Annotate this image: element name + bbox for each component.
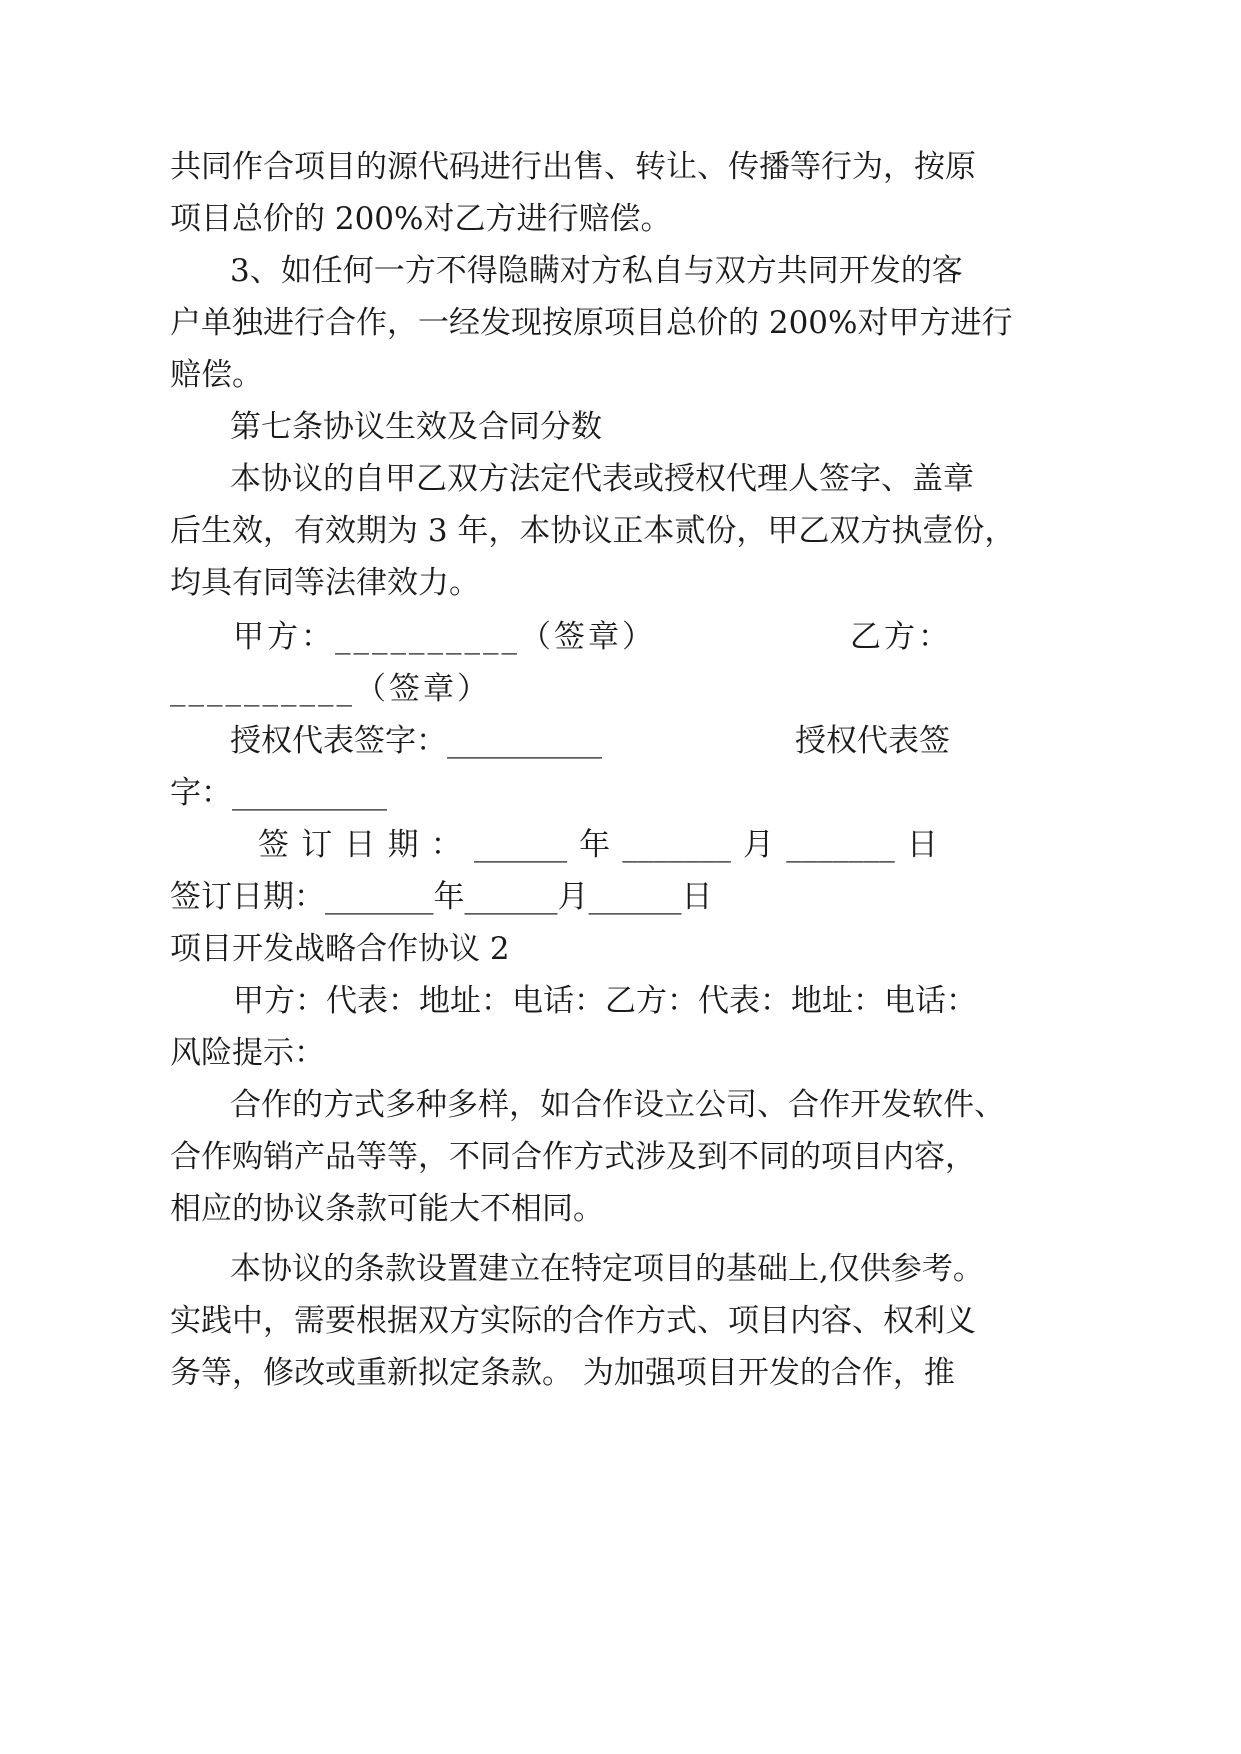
signing-date-b: 签订日期：_______年______月______日 (170, 879, 713, 915)
signing-date-line-b (0, 875, 1241, 919)
text-line: 后生效，有效期为 3 年，本协议正本贰份，甲乙双方执壹份， (170, 513, 1016, 549)
party-b-label: 乙方： (850, 619, 952, 655)
party-field: 乙方： (605, 983, 698, 1019)
signature-line-rep-cont (0, 771, 1241, 815)
date-char: ： (430, 827, 462, 863)
party-field: 电话： (884, 983, 977, 1019)
text-line: 实践中，需要根据双方实际的合作方式、项目内容、权利义 (170, 1303, 976, 1339)
paragraph-line (0, 457, 1241, 501)
paragraph-line (0, 1135, 1241, 1179)
text-line: 本协议的条款设置建立在特定项目的基础上,仅供参考。 (230, 1251, 984, 1287)
paragraph-line (0, 249, 1241, 293)
section-heading-text: 第七条协议生效及合同分数 (230, 409, 602, 445)
party-field: 代表： (698, 983, 791, 1019)
party-field: 电话： (512, 983, 605, 1019)
date-blank: _______ (786, 827, 895, 863)
text-line: 3、如任何一方不得隐瞒对方私自与双方共同开发的客 (230, 253, 963, 289)
paragraph-line (0, 301, 1241, 345)
signing-date-line (0, 823, 1241, 867)
date-char: 年 (579, 827, 611, 863)
date-blank: _______ (622, 827, 731, 863)
signing-date-a (258, 823, 938, 867)
section-heading (0, 405, 1241, 449)
paragraph-line (0, 1351, 1241, 1395)
parties-line (0, 979, 1241, 1023)
rep-b-signature-cont: 字：__________ (170, 775, 387, 811)
rep-b-signature: 授权代表签 (795, 723, 950, 759)
text-line: 相应的协议条款可能大不相同。 (170, 1191, 604, 1227)
text-line: 赔偿。 (170, 357, 263, 393)
date-char: 期 (387, 827, 419, 863)
paragraph-line (0, 145, 1241, 189)
party-a-signature: 甲方：__________（签章） (233, 619, 656, 655)
paragraph-line (0, 1187, 1241, 1231)
text-line: 户单独进行合作，一经发现按原项目总价的 200%对甲方进行 (170, 305, 1013, 341)
date-char: 签 (258, 827, 289, 863)
party-field: 甲方： (233, 983, 326, 1019)
text-line: 合作购销产品等等，不同合作方式涉及到不同的项目内容， (170, 1139, 976, 1175)
text-line: 均具有同等法律效力。 (170, 565, 480, 601)
signature-line-parties (0, 615, 1241, 659)
parties-fields (233, 979, 977, 1023)
paragraph-line (0, 1247, 1241, 1291)
date-blank: ______ (473, 827, 567, 863)
title-text: 项目开发战略合作协议 2 (170, 931, 510, 967)
party-field: 地址： (791, 983, 884, 1019)
paragraph-line (0, 197, 1241, 241)
text-line: 共同作合项目的源代码进行出售、转让、传播等行为，按原 (170, 149, 976, 185)
paragraph-line (0, 1083, 1241, 1127)
document-title-2 (0, 927, 1241, 971)
date-char: 订 (301, 827, 333, 863)
text-line: 合作的方式多种多样，如合作设立公司、合作开发软件、 (230, 1087, 1005, 1123)
party-field: 地址： (419, 983, 512, 1019)
paragraph-line (0, 1031, 1241, 1075)
signature-line-reps (0, 719, 1241, 763)
signature-line-seal (0, 667, 1241, 711)
rep-a-signature: 授权代表签字：__________ (230, 723, 602, 759)
party-b-seal: __________（签章） (170, 671, 491, 707)
text-line: 项目总价的 200%对乙方进行赔偿。 (170, 201, 672, 237)
date-char: 日 (906, 827, 938, 863)
paragraph-line (0, 561, 1241, 605)
party-field: 代表： (326, 983, 419, 1019)
paragraph-line (0, 353, 1241, 397)
text-line: 务等，修改或重新拟定条款。 为加强项目开发的合作，推 (170, 1355, 955, 1391)
date-char: 月 (743, 827, 774, 863)
paragraph-line (0, 1299, 1241, 1343)
paragraph-line (0, 509, 1241, 553)
text-line: 风险提示： (170, 1035, 325, 1071)
date-char: 日 (344, 827, 376, 863)
text-line: 本协议的自甲乙双方法定代表或授权代理人签字、盖章 (230, 461, 974, 497)
